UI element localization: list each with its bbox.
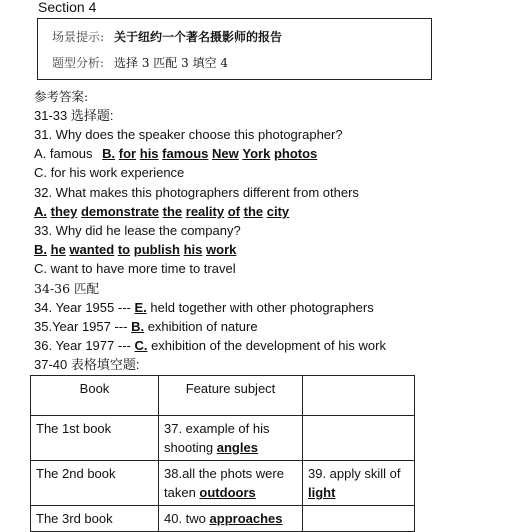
table-row [31, 416, 415, 461]
answer-word: York [242, 146, 271, 161]
match-letter: C. [134, 338, 148, 353]
answer-word: New [212, 146, 239, 161]
answer-word: photos [273, 146, 318, 161]
extra-cell [303, 506, 415, 532]
q31-option-b-answer [102, 146, 317, 161]
match-prefix: 34. Year 1955 --- [34, 300, 135, 315]
q33-answer [34, 241, 236, 259]
answer-word: for [118, 146, 137, 161]
answer-word: he [50, 242, 66, 257]
feature-text: 37. example of his shooting [164, 421, 270, 455]
type-row [52, 54, 228, 71]
match-letter: B. [131, 319, 145, 334]
fill-in-table [30, 375, 415, 532]
part2-heading: 34-36 匹配 [34, 281, 100, 296]
feature-cell [159, 506, 303, 532]
answers-heading: 参考答案: [34, 89, 89, 104]
answer-word: B. [102, 146, 116, 161]
answer-word: of [227, 204, 240, 219]
answer-word: A. [34, 204, 47, 219]
q31-option-c: C. for his work experience [34, 165, 185, 180]
answer-word: city [266, 204, 290, 219]
answer-word: his [139, 146, 159, 161]
scene-label: 场景提示: [52, 30, 105, 44]
match-text: exhibition of the development of his work [147, 338, 386, 353]
match-letter: E. [134, 300, 147, 315]
match-text: exhibition of nature [144, 319, 258, 334]
table-row [31, 461, 415, 506]
feature-cell [159, 416, 303, 461]
match-item-34 [34, 299, 374, 317]
header-extra [303, 376, 415, 416]
q32-answer [34, 203, 289, 221]
q31-options [34, 145, 317, 163]
type-label: 题型分析: [52, 56, 105, 70]
match-prefix: 35.Year 1957 --- [34, 319, 132, 334]
feature-answer: angles [216, 440, 258, 455]
header-feature: Feature subject [159, 376, 303, 416]
q33-question: 33. Why did he lease the company? [34, 223, 241, 238]
feature-text: 38.all the phots were taken [164, 466, 284, 500]
extra-text: 39. apply skill of [308, 466, 401, 481]
scene-value: 关于纽约一个著名摄影师的报告 [114, 30, 283, 44]
answer-word: wanted [69, 242, 115, 257]
header-book: Book [31, 376, 159, 416]
q32-question: 32. What makes this photographers different from others [34, 185, 359, 200]
match-prefix: 36. Year 1977 --- [34, 338, 135, 353]
answer-word: publish [133, 242, 180, 257]
answer-word: the [243, 204, 264, 219]
table-row [31, 506, 415, 532]
q33-option-c: C. want to have more time to travel [34, 261, 236, 276]
book-cell: The 1st book [31, 416, 159, 461]
extra-cell [303, 416, 415, 461]
answer-word: to [117, 242, 131, 257]
answer-word: reality [185, 204, 225, 219]
answer-word: work [206, 242, 237, 257]
feature-answer: outdoors [199, 485, 256, 500]
match-text: held together with other photographers [146, 300, 374, 315]
part1-heading: 31-33 选择题: [34, 108, 114, 123]
feature-cell [159, 461, 303, 506]
part3-heading: 37-40 表格填空题: [34, 357, 140, 372]
answer-word: B. [34, 242, 47, 257]
extra-answer: light [308, 485, 336, 500]
book-cell: The 3rd book [31, 506, 159, 532]
type-value: 选择 3 匹配 3 填空 4 [114, 56, 229, 70]
table-header-row [31, 376, 415, 416]
book-cell: The 2nd book [31, 461, 159, 506]
scene-row [52, 28, 282, 45]
answer-word: his [183, 242, 203, 257]
q31-question: 31. Why does the speaker choose this photographer? [34, 127, 343, 142]
feature-text: 40. two [164, 511, 210, 526]
answer-word: they [50, 204, 78, 219]
match-item-36 [34, 337, 386, 355]
answer-word: the [162, 204, 183, 219]
answer-word: demonstrate [80, 204, 160, 219]
match-item-35 [34, 318, 258, 336]
section-title: Section 4 [38, 0, 97, 15]
scenario-box [37, 18, 432, 80]
feature-answer: approaches [209, 511, 283, 526]
answer-word: famous [162, 146, 209, 161]
extra-cell [303, 461, 415, 506]
q31-option-a: A. famous [34, 146, 93, 161]
